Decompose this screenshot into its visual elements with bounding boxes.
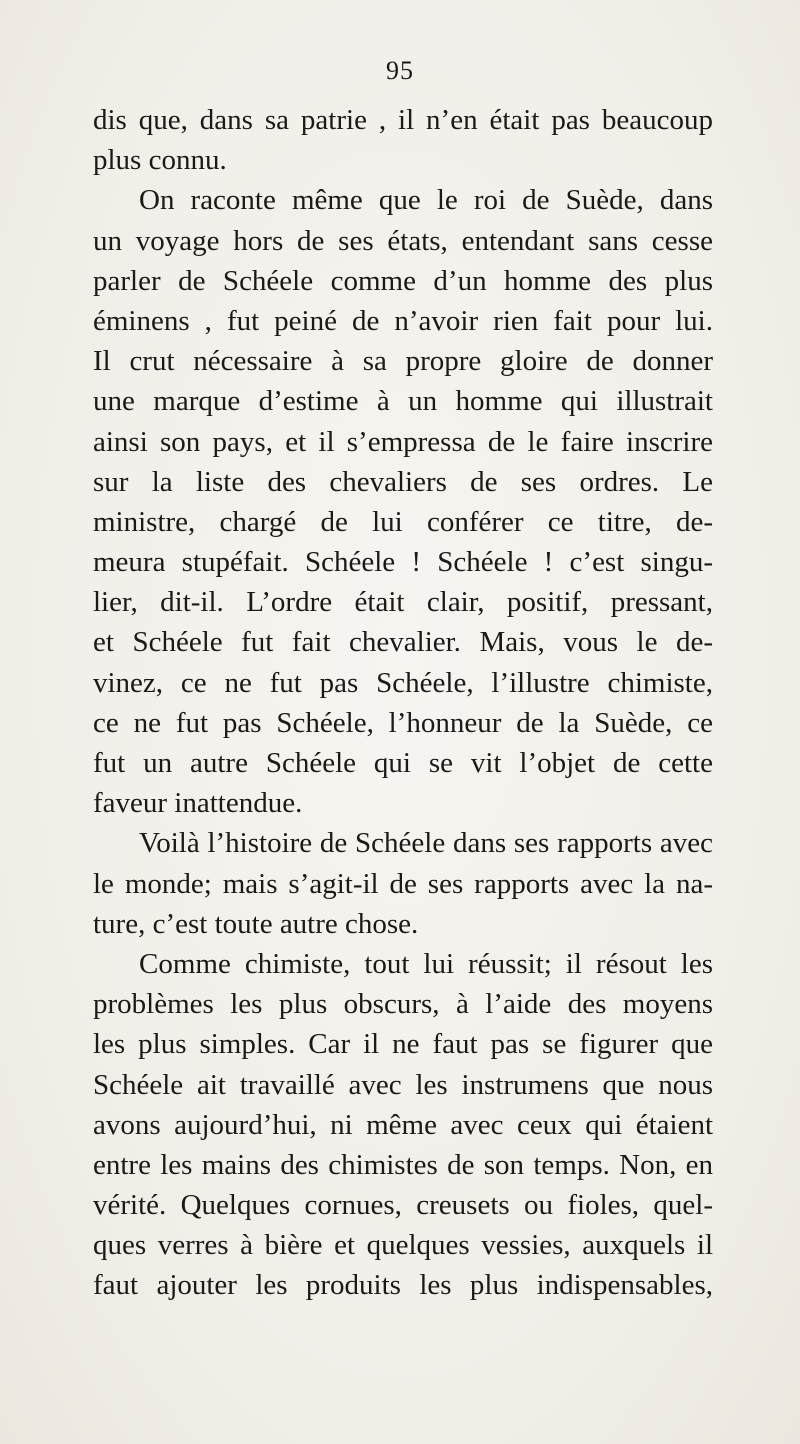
text-line: ainsi son pays, et il s’empressa de le faire inscrire: [93, 425, 713, 458]
text-line: une marque d’estime à un homme qui illustrait: [93, 385, 713, 418]
text-line: parler de Schéele comme d’un homme des plus: [93, 264, 713, 297]
text-line: un voyage hors de ses états, entendant sans cesse: [93, 224, 713, 257]
text-line: ture, c’est toute autre chose.: [93, 907, 419, 940]
page-number: 95: [386, 56, 414, 85]
text-line: Voilà l’histoire de Schéele dans ses rapports avec: [139, 827, 713, 860]
text-line: et Schéele fut fait chevalier. Mais, vous le de-: [93, 626, 713, 659]
text-line: éminens , fut peiné de n’avoir rien fait pour lui.: [93, 304, 713, 337]
text-line: faveur inattendue.: [93, 787, 303, 820]
text-line: fut un autre Schéele qui se vit l’objet de cette: [93, 747, 713, 779]
text-line: meura stupéfait. Schéele ! Schéele ! c’est singu-: [93, 546, 713, 579]
text-line: entre les mains des chimistes de son temps. Non, en: [93, 1148, 713, 1181]
text-line: dis que, dans sa patrie , il n’en était pas beaucoup: [93, 104, 713, 136]
text-line: ministre, chargé de lui conférer ce titre, de-: [93, 505, 713, 538]
text-line: avons aujourd’hui, ni même avec ceux qui étaient: [93, 1108, 713, 1141]
text-line: faut ajouter les produits les plus indispensables,: [93, 1269, 713, 1302]
text-line: lier, dit-il. L’ordre était clair, positif, pressant,: [93, 586, 713, 619]
text-line: vinez, ce ne fut pas Schéele, l’illustre chimiste,: [93, 666, 713, 699]
text-line: Schéele ait travaillé avec les instrumens que nous: [93, 1068, 713, 1101]
text-line: les plus simples. Car il ne faut pas se figurer que: [93, 1028, 713, 1061]
text-line: On raconte même que le roi de Suède, dans: [139, 184, 713, 217]
text-line: plus connu.: [93, 144, 227, 177]
text-line: vérité. Quelques cornues, creusets ou fioles, quel-: [93, 1189, 713, 1222]
text-line: ques verres à bière et quelques vessies, auxquels il: [93, 1229, 713, 1262]
text-line: Comme chimiste, tout lui réussit; il résout les: [139, 947, 713, 980]
text-line: problèmes les plus obscurs, à l’aide des moyens: [93, 988, 713, 1021]
text-line: le monde; mais s’agit-il de ses rapports avec la na-: [93, 867, 713, 900]
text-line: Il crut nécessaire à sa propre gloire de donner: [93, 345, 713, 378]
text-line: ce ne fut pas Schéele, l’honneur de la Suède, ce: [93, 706, 713, 739]
text-line: sur la liste des chevaliers de ses ordres. Le: [93, 465, 713, 498]
body-text: [93, 100, 713, 1306]
